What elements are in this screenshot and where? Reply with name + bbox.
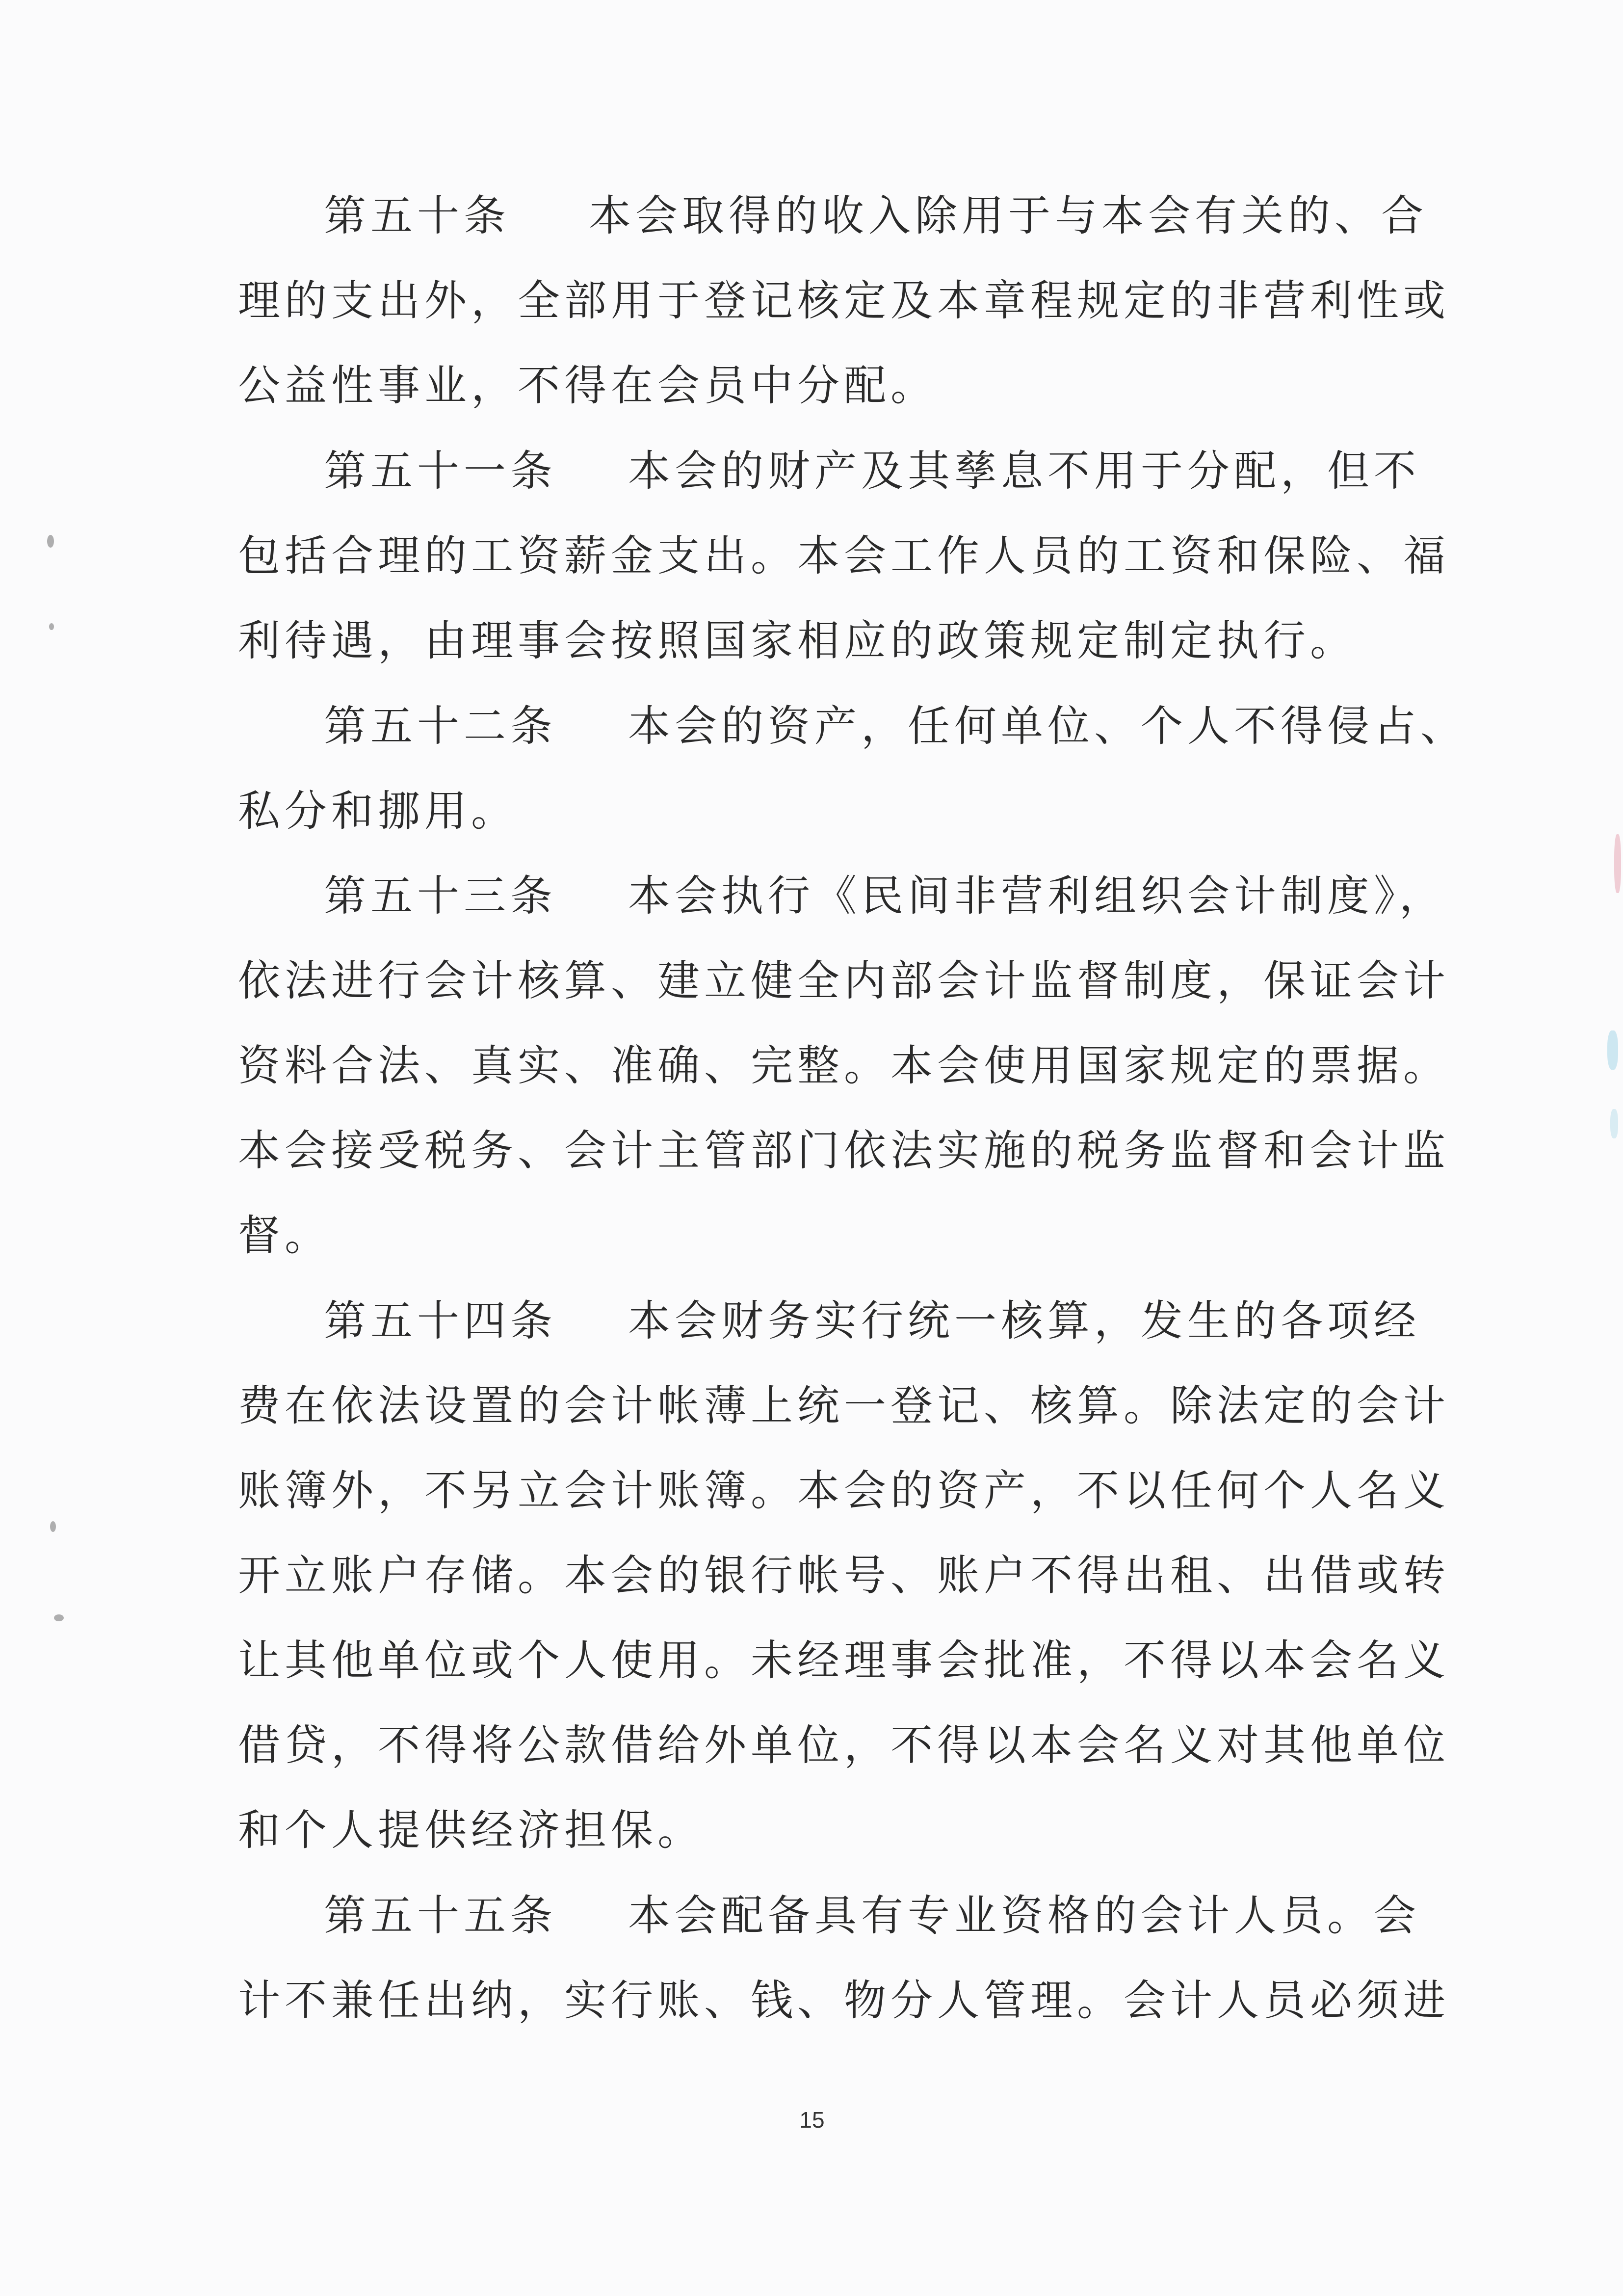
article-54-line: 借贷，不得将公款借给外单位，不得以本会名义对其他单位 (238, 1721, 1450, 1770)
page-number: 15 (799, 2107, 825, 2133)
article-text: 本会执行《民间非营利组织会计制度》， (628, 871, 1446, 921)
article-50-line: 理的支出外，全部用于登记核定及本章程规定的非营利性或 (238, 276, 1450, 325)
article-50-first-line (324, 186, 1428, 245)
article-52-first-line (324, 697, 1467, 756)
article-51-first-line (324, 442, 1420, 501)
article-number: 第五十四条 (324, 1296, 557, 1346)
article-text: 本会的资产，任何单位、个人不得侵占、 (628, 702, 1467, 751)
article-54-line: 账簿外，不另立会计账簿。本会的资产，不以任何个人名义 (238, 1466, 1450, 1515)
article-54-line: 和个人提供经济担保。 (238, 1806, 704, 1855)
article-53-first-line (324, 867, 1446, 925)
article-number: 第五十二条 (324, 702, 557, 751)
scan-edge-mark (1610, 1109, 1618, 1138)
scan-speck (54, 1614, 64, 1621)
article-53-line: 督。 (238, 1211, 331, 1260)
article-51-line: 利待遇，由理事会按照国家相应的政策规定制定执行。 (238, 616, 1357, 665)
scan-edge-mark (1607, 1030, 1618, 1070)
article-55-line: 计不兼任出纳，实行账、钱、物分人管理。会计人员必须进 (238, 1976, 1450, 2025)
scan-speck (49, 623, 54, 630)
article-number: 第五十五条 (324, 1891, 557, 1940)
article-54-line: 让其他单位或个人使用。未经理事会批准，不得以本会名义 (238, 1636, 1450, 1685)
article-53-line: 依法进行会计核算、建立健全内部会计监督制度，保证会计 (238, 956, 1450, 1005)
article-54-first-line (324, 1292, 1420, 1350)
article-54-line: 开立账户存储。本会的银行帐号、账户不得出租、出借或转 (238, 1551, 1450, 1600)
article-number: 第五十一条 (324, 447, 557, 496)
article-53-line: 资料合法、真实、准确、完整。本会使用国家规定的票据。 (238, 1041, 1450, 1090)
article-text: 本会财务实行统一核算，发生的各项经 (628, 1296, 1420, 1346)
scan-speck (50, 1521, 56, 1532)
article-55-first-line (324, 1886, 1420, 1945)
scan-speck (47, 535, 54, 548)
scan-edge-mark (1614, 834, 1621, 893)
article-text: 本会的财产及其孳息不用于分配，但不 (628, 447, 1420, 496)
article-52-line: 私分和挪用。 (238, 787, 518, 836)
article-53-line: 本会接受税务、会计主管部门依法实施的税务监督和会计监 (238, 1126, 1450, 1175)
article-number: 第五十三条 (324, 871, 557, 921)
article-number: 第五十条 (324, 191, 510, 240)
article-text: 本会取得的收入除用于与本会有关的、合 (589, 191, 1428, 240)
article-54-line: 费在依法设置的会计帐薄上统一登记、核算。除法定的会计 (238, 1381, 1450, 1430)
article-51-line: 包括合理的工资薪金支出。本会工作人员的工资和保险、福 (238, 531, 1450, 581)
article-text: 本会配备具有专业资格的会计人员。会 (628, 1891, 1420, 1940)
article-50-line: 公益性事业，不得在会员中分配。 (238, 361, 937, 410)
